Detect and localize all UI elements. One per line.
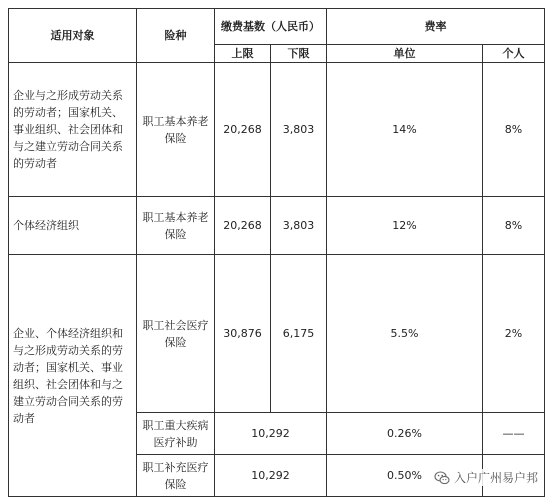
row-insurance-type: 职工基本养老保险 <box>137 197 215 255</box>
header-rate: 费率 <box>327 9 545 45</box>
header-applicable: 适用对象 <box>9 9 137 63</box>
header-rate-unit: 单位 <box>327 45 483 63</box>
row-rate-unit: 0.26% <box>327 413 483 455</box>
header-base-upper: 上限 <box>215 45 271 63</box>
row-base-upper: 20,268 <box>215 197 271 255</box>
row-rate-unit: 14% <box>327 63 483 197</box>
wechat-icon <box>434 470 450 486</box>
row-base-lower: 3,803 <box>271 197 327 255</box>
row-insurance-type: 职工重大疾病医疗补助 <box>137 413 215 455</box>
watermark-text: 入户广州易户邦 <box>453 471 538 485</box>
row-applicable: 企业、个体经济组织和与之形成劳动关系的劳动者；国家机关、事业组织、社会团体和与之建立劳动合同关系的劳动者 <box>9 255 137 497</box>
table-row <box>9 63 545 197</box>
row-rate-unit: 0.50% <box>327 455 483 497</box>
row-insurance-type: 职工补充医疗保险 <box>137 455 215 497</box>
row-base-lower: 6,175 <box>271 255 327 413</box>
social-insurance-rate-table <box>8 8 545 497</box>
row-rate-personal: 8% <box>483 63 545 197</box>
row-applicable: 个体经济组织 <box>9 197 137 255</box>
row-applicable: 企业与之形成劳动关系的劳动者；国家机关、事业组织、社会团体和与之建立劳动合同关系的劳动者 <box>9 63 137 197</box>
table-row <box>9 197 545 255</box>
row-rate-unit: 5.5% <box>327 255 483 413</box>
row-rate-personal: —— <box>483 413 545 455</box>
row-base-upper: 20,268 <box>215 63 271 197</box>
header-contribution-base: 缴费基数（人民币） <box>215 9 327 45</box>
header-insurance-type: 险种 <box>137 9 215 63</box>
header-base-lower: 下限 <box>271 45 327 63</box>
row-rate-unit: 12% <box>327 197 483 255</box>
row-insurance-type: 职工社会医疗保险 <box>137 255 215 413</box>
row-contribution-base: 10,292 <box>215 413 327 455</box>
row-base-lower: 3,803 <box>271 63 327 197</box>
row-contribution-base: 10,292 <box>215 455 327 497</box>
header-rate-personal: 个人 <box>483 45 545 63</box>
table-row <box>9 255 545 413</box>
row-rate-personal: 8% <box>483 197 545 255</box>
row-rate-personal: 2% <box>483 255 545 413</box>
watermark <box>434 469 538 486</box>
row-base-upper: 30,876 <box>215 255 271 413</box>
row-insurance-type: 职工基本养老保险 <box>137 63 215 197</box>
